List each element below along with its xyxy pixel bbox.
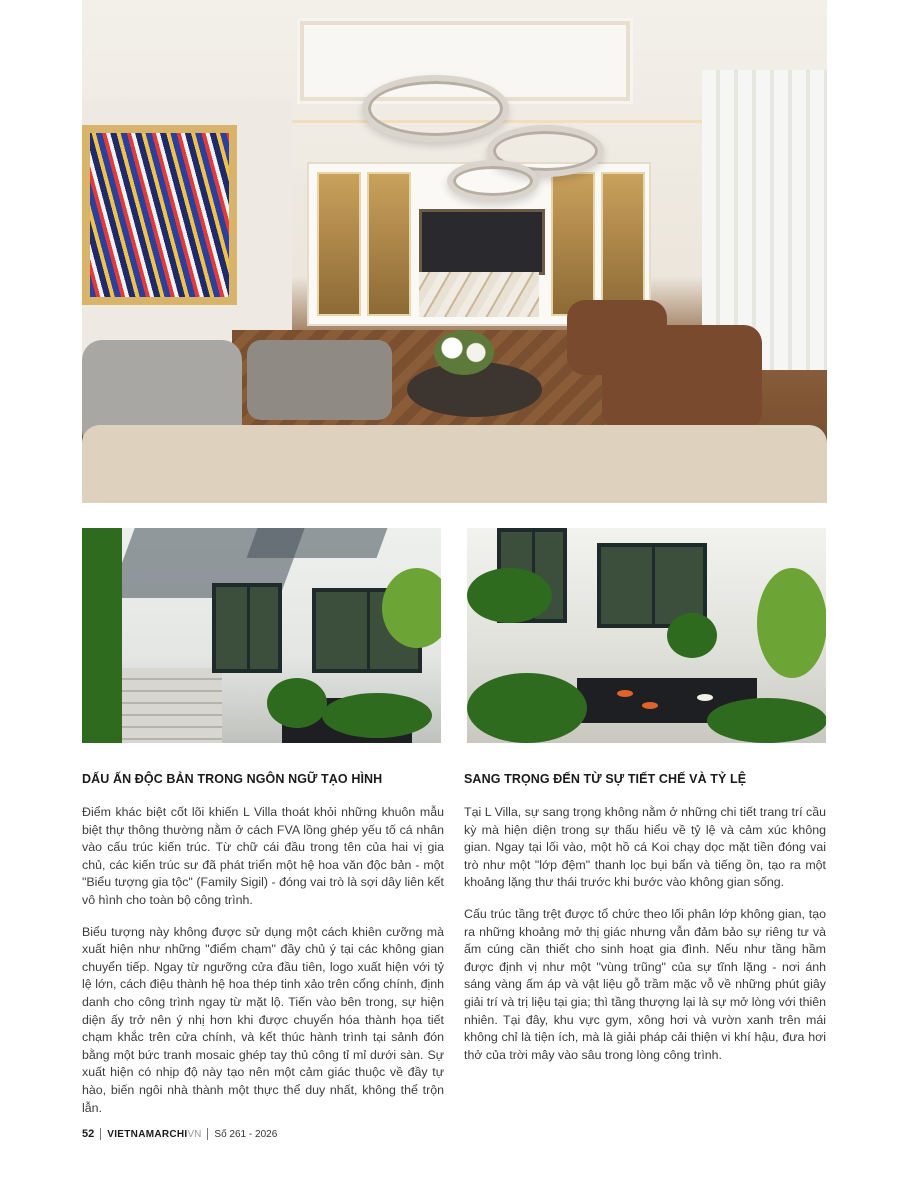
paragraph: Điểm khác biệt cốt lõi khiến L Villa thoát khỏi những khuôn mẫu biệt thự thông thường nằm ở cách FVA lồng ghép yếu tố cá nhân vào cấu trúc kiến trúc. Từ chữ cái đầu trong tên của hai vị gia chủ, các kiến trúc sư đã phát triển một hệ hoa văn độc bản - một "Biểu tượng gia tộc" (Family Sigil) - đóng vai trò là sợi dây liên kết vô hình cho toàn bộ công trình. — [82, 805, 444, 907]
page-footer — [82, 1126, 277, 1142]
pouf — [247, 340, 392, 420]
courtyard-photo — [82, 528, 441, 743]
banana-plant — [757, 568, 826, 678]
shrub — [267, 678, 327, 728]
bonsai — [667, 613, 717, 658]
section-heading: SANG TRỌNG ĐẾN TỪ SỰ TIẾT CHẾ VÀ TỶ LỆ — [464, 772, 747, 786]
glass-canopy — [247, 528, 388, 558]
chandelier — [447, 160, 539, 202]
divider — [207, 1128, 208, 1140]
living-room-photo — [82, 0, 827, 503]
koi-garden-photo — [467, 528, 826, 743]
right-article-column — [464, 772, 826, 1078]
divider — [100, 1128, 101, 1140]
marble-panel — [419, 272, 539, 317]
shrub — [707, 698, 826, 743]
magazine-brand-suffix: VN — [187, 1128, 202, 1140]
page-number: 52 — [82, 1128, 95, 1140]
television — [419, 209, 545, 275]
window — [212, 583, 282, 673]
beige-sofa — [82, 425, 827, 503]
leather-armchair — [602, 325, 762, 430]
flower-arrangement — [434, 330, 494, 375]
section-heading: DẤU ẤN ĐỘC BẢN TRONG NGÔN NGỮ TẠO HÌNH — [82, 772, 383, 786]
paragraph: Tại L Villa, sự sang trọng không nằm ở những chi tiết trang trí cầu kỳ mà hiện diện trong sự thấu hiểu về tỷ lệ và cảm xúc không gian. Ngay tại lối vào, một hồ cá Koi chạy dọc mặt tiền đóng vai trò như một "lớp đệm" thanh lọc bụi bẩn và tiếng ồn, tạo ra một khoảng lặng thư thái trước khi bước vào không gian sống. — [464, 805, 826, 890]
issue-number: Số 261 - 2026 — [214, 1128, 278, 1140]
shrub — [467, 673, 587, 743]
magazine-brand: VIETNAMARCHI — [107, 1128, 188, 1140]
bonsai — [467, 568, 552, 623]
green-wall — [82, 528, 122, 743]
paragraph: Cấu trúc tầng trệt được tổ chức theo lối phân lớp không gian, tạo ra những khoảng mở thị giác nhưng vẫn đảm bảo sự riêng tư và ấm cúng cần thiết cho sinh hoạt gia đình. Nếu như tầng hầm được định vị như một "vùng trũng" của sự tĩnh lặng - nơi ánh sáng vàng ấm áp và vật liệu gỗ trầm mặc vỗ về những phút giây giải trí và trị liệu tại gia; thì tầng thượng lại là sự mở lòng với thiên nhiên. Tại đây, khu vực gym, xông hơi và vườn xanh trên mái không chỉ là tiện ích, mà là giải pháp cải thiện vi khí hậu, đưa hơi thở của trời mây vào sâu trong lòng công trình. — [464, 906, 826, 1062]
chandelier — [362, 75, 509, 142]
paragraph: Biểu tượng này không được sử dụng một cách khiên cưỡng mà xuất hiện như những "điểm chạm" đầy chủ ý tại các không gian chuyển tiếp. Ngay từ ngưỡng cửa đầu tiên, logo xuất hiện với tỷ lệ lớn, cách điệu thành hệ hoa thép tinh xảo trên cổng chính, định danh cho công trình ngay từ mặt lộ. Tiến vào bên trong, sự hiện diện ấy trở nên ý nhị hơn khi được chuyển hóa thành họa tiết chạm khắc trên cửa chính, và kết thúc hành trình tại sảnh đón bằng một bức tranh mosaic ghép tay thủ công tỉ mỉ dưới sàn. Sự xuất hiện có nhịp độ này tạo nên một cảm giác thuộc về đầy tự hào, biến ngôi nhà thành một thực thể duy nhất, không thể trộn lẫn. — [82, 924, 444, 1115]
shrub — [322, 693, 432, 738]
abstract-painting — [82, 125, 237, 305]
left-article-column — [82, 772, 444, 1131]
